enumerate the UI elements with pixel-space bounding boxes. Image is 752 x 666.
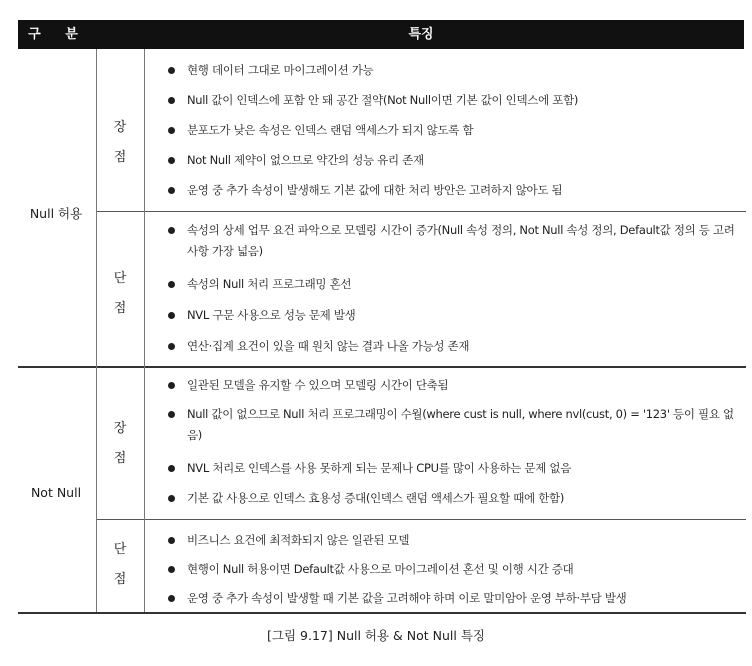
list-item: 운영 중 추가 속성이 발생해도 기본 값에 대한 처리 방안은 고려하지 않아도 됨 xyxy=(168,180,746,201)
bullet-icon xyxy=(168,411,175,418)
bullet-icon xyxy=(168,187,175,194)
list-item: 속성의 Null 처리 프로그래밍 혼선 xyxy=(168,274,746,295)
sub-label-notnull-cons: 단 점 xyxy=(113,542,127,587)
bullet-icon xyxy=(168,227,175,234)
bullet-icon xyxy=(168,566,175,573)
header-category: 구 분 xyxy=(28,27,88,42)
column-divider-2 xyxy=(144,49,145,612)
list-item: 속성의 상세 업무 요건 파악으로 모델링 시간이 증가(Null 속성 정의, Not Null 속성 정의, Default값 정의 등 고려 사항 가장 넓음) xyxy=(168,220,746,262)
table-header xyxy=(18,20,744,49)
sub-label-null-pros: 장 점 xyxy=(113,120,127,165)
bullet-icon xyxy=(168,495,175,502)
list-item: 분포도가 낮은 속성은 인덱스 랜덤 액세스가 되지 않도록 함 xyxy=(168,120,746,141)
list-item: NVL 처리로 인덱스를 사용 못하게 되는 문제나 CPU를 많이 사용하는 문제 없음 xyxy=(168,458,746,479)
list-item: 일관된 모델을 유지할 수 있으며 모델링 시간이 단축됨 xyxy=(168,375,746,396)
header-features: 특징 xyxy=(408,27,434,42)
sub-label-notnull-pros: 장 점 xyxy=(113,421,127,466)
divider-notnull-sub xyxy=(96,519,746,520)
figure-caption: [그림 9.17] Null 허용 & Not Null 특징 xyxy=(267,628,485,643)
bullet-icon xyxy=(168,537,175,544)
list-item: NVL 구문 사용으로 성능 문제 발생 xyxy=(168,305,746,326)
divider-group xyxy=(18,366,746,368)
bullet-icon xyxy=(168,281,175,288)
bullet-icon xyxy=(168,97,175,104)
bullet-icon xyxy=(168,127,175,134)
group-label-null-allowed: Null 허용 xyxy=(29,206,83,221)
list-item: Null 값이 인덱스에 포함 안 돼 공간 절약(Not Null이면 기본 값이 인덱스에 포함) xyxy=(168,90,746,111)
divider-null-sub xyxy=(96,211,746,212)
list-item: 현행이 Null 허용이면 Default값 사용으로 마이그레이션 혼선 및 이행 시간 증대 xyxy=(168,559,746,580)
list-item: 기본 값 사용으로 인덱스 효용성 증대(인덱스 랜덤 액세스가 필요할 때에 한함) xyxy=(168,488,746,509)
list-item: 비즈니스 요건에 최적화되지 않은 일관된 모델 xyxy=(168,530,746,551)
bullet-icon xyxy=(168,382,175,389)
list-item: Not Null 제약이 없으므로 약간의 성능 유리 존재 xyxy=(168,150,746,171)
bullet-icon xyxy=(168,67,175,74)
bullet-icon xyxy=(168,343,175,350)
bullet-icon xyxy=(168,157,175,164)
bullet-icon xyxy=(168,312,175,319)
list-item: Null 값이 없으므로 Null 처리 프로그래밍이 수월(where cust is null, where nvl(cust, 0) = '123' 등이 필요 없음) xyxy=(168,404,746,446)
bullet-icon xyxy=(168,465,175,472)
group-label-not-null: Not Null xyxy=(30,485,82,500)
table-bottom-border xyxy=(18,612,746,614)
sub-label-null-cons: 단 점 xyxy=(113,271,127,316)
list-item: 운영 중 추가 속성이 발생할 때 기본 값을 고려해야 하며 이로 말미암아 운영 부하·부담 발생 xyxy=(168,588,746,609)
list-item: 연산·집계 요건이 있을 때 원치 않는 결과 나올 가능성 존재 xyxy=(168,336,746,357)
bullet-icon xyxy=(168,595,175,602)
list-item: 현행 데이터 그대로 마이그레이션 가능 xyxy=(168,60,746,81)
